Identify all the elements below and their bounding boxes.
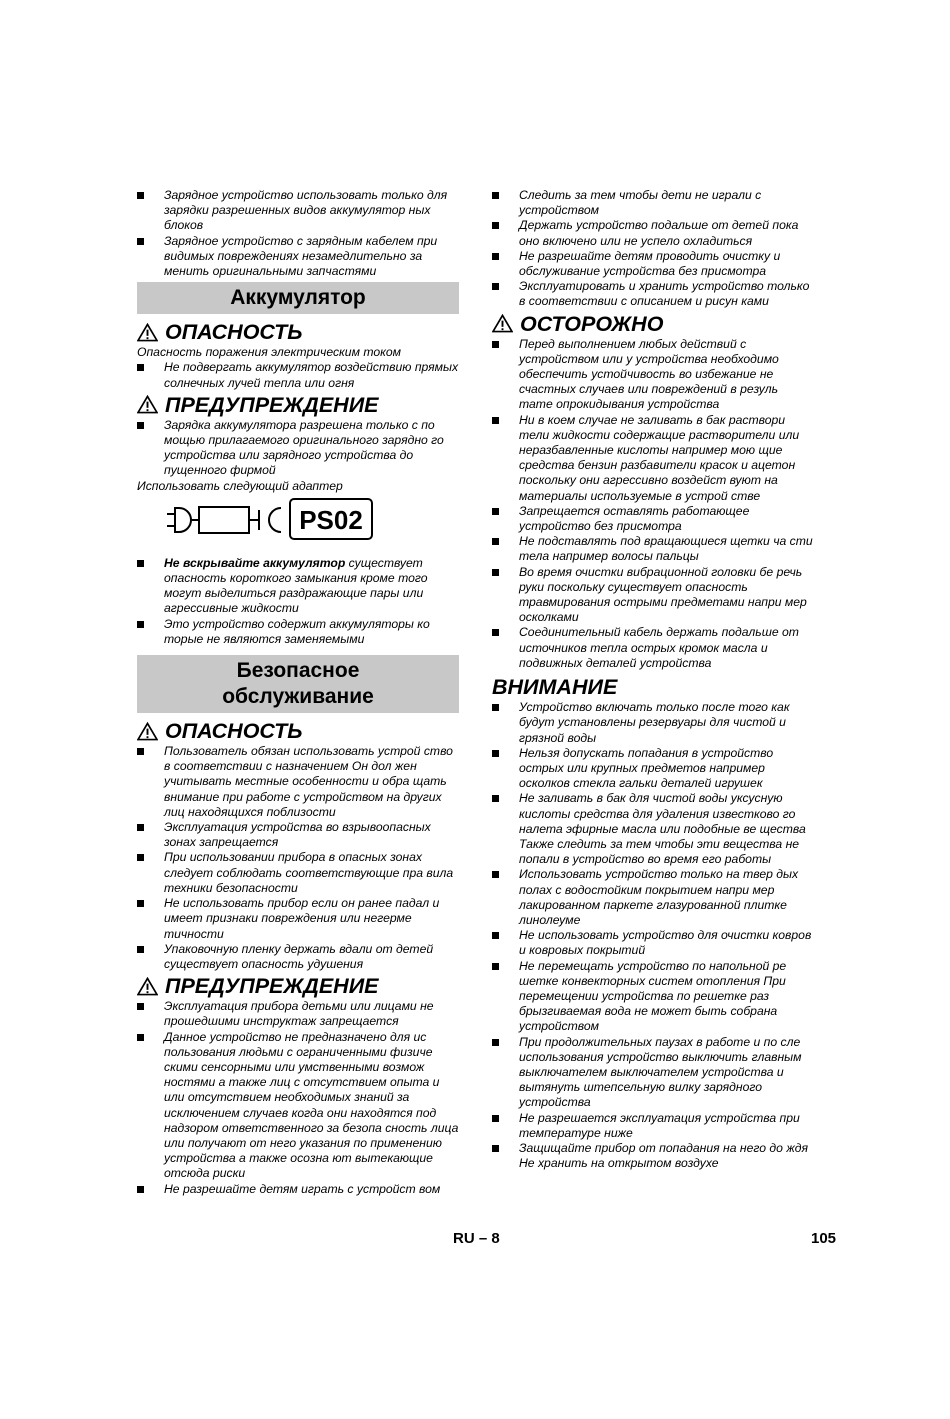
list-item: Это устройство содержит аккумуляторы ко торые не являются заменяемыми (137, 617, 459, 647)
intro-list-right (492, 188, 814, 310)
list-item: Не заливать в бак для чистой воды уксусную кислоты средства для удаления известково го налета эфирные масла или подобные ве щества Также следить за тем чтобы эти вещества не попали в устройство во время его работы (492, 791, 814, 867)
heading-line: обслуживание (222, 685, 374, 709)
list-item: Соединительный кабель держать подальше от источников тепла острых кромок масла и подвижных деталей устройства (492, 625, 814, 671)
warning-triangle-icon (137, 977, 158, 996)
warning-triangle-icon (137, 722, 158, 741)
heading-text: ПРЕДУПРЕЖДЕНИЕ (165, 392, 379, 417)
list-item: Не использовать прибор если он ранее падал и имеет признаки повреждения или негерме тичности (137, 896, 459, 942)
caution-heading (492, 312, 814, 336)
adapter-label: PS02 (299, 504, 363, 535)
list-item: Данное устройство не предназначено для ис пользования людьми с ограниченными физиче скими сенсорными или умственными возмож ностями а также лиц с отсутствием опыта и или отсутствием необходимых знаний за исключением случаев когда они находятся под надзором ответственного за безопа сность лица или получают от него указания по применению устройства а также осозна ют вытекающие отсюда риски (137, 1030, 459, 1182)
list-item: Эксплуатировать и хранить устройство только в соответствии с описанием и рисун ками (492, 279, 814, 309)
left-column (137, 188, 459, 1197)
footer-page-label: RU – 8 (453, 1230, 500, 1247)
list-item: Ни в коем случае не заливать в бак раствори тели жидкости содержащие растворители или неразбавленные кислоты например мою щие средства бензин разбавители красок и ацетон поскольку они агрессивно воздейст вуют на материалы используемые в устрой стве (492, 413, 814, 504)
section-heading-maintenance (137, 655, 459, 713)
list-item: Эксплуатация устройства во взрывоопасных зонах запрещается (137, 820, 459, 850)
caution-list (492, 337, 814, 671)
warning-heading (137, 974, 459, 998)
list-item: При использовании прибора в опасных зонах следует соблюдать соответствующие пра вила техники безопасности (137, 850, 459, 896)
list-item: Запрещается оставлять работающее устройство без присмотра (492, 504, 814, 534)
item-text: существует опасность короткого замыкания кроме того могут выделиться раздражающие пары или агрессивные жидкости (164, 555, 428, 616)
list-item: Устройство включать только после того как будут установлены резервуары для чистой и грязной воды (492, 700, 814, 746)
list-item: Эксплуатация прибора детьми или лицами не прошедшими инструктаж запрещается (137, 999, 459, 1029)
list-item: Не подставлять под вращающиеся щетки ча сти тела например волосы пальцы (492, 534, 814, 564)
list-item: Не разрешается эксплуатация устройства при температуре ниже (492, 1111, 814, 1141)
danger-list (137, 360, 459, 390)
list-item: Во время очистки вибрационной головки бе речь руки поскольку существует опасность травмирования острыми предметами напри мер осколками (492, 565, 814, 626)
warning-heading (137, 393, 459, 417)
list-item: При продолжительных паузах в работе и по сле использования устройство выключить главным выключателем выключателем устройства и вытянуть штепсельную вилку зарядного устройства (492, 1035, 814, 1111)
attention-list (492, 700, 814, 1171)
list-item: Не перемещать устройство по напольной ре шетке конвекторных систем отопления При перемещении устройства по решетке раз брызгиваемая вода не может быть собрана устройством (492, 959, 814, 1035)
section-heading-battery: Аккумулятор (137, 282, 459, 314)
danger-note: Опасность поражения электрическим током (137, 345, 402, 360)
heading-text: ПРЕДУПРЕЖДЕНИЕ (165, 974, 379, 999)
heading-text: ОПАСНОСТЬ (165, 719, 303, 744)
danger-heading (137, 719, 459, 743)
warning-triangle-icon (492, 314, 513, 333)
danger-list (137, 744, 459, 972)
warning-list (137, 418, 459, 479)
list-item: Защищайте прибор от попадания на него до ждя Не хранить на открытом воздухе (492, 1141, 814, 1171)
warning-triangle-icon (137, 395, 158, 414)
danger-heading (137, 320, 459, 344)
list-item: Держать устройство подальше от детей пока оно включено или не успело охладиться (492, 218, 814, 248)
list-item: Перед выполнением любых действий с устройством или у устройства необходимо обеспечить устойчивость во избежание не счастных случаев или повреждений в резуль тате опрокидывания устройства (492, 337, 814, 413)
list-item: Не подвергать аккумулятор воздействию прямых солнечных лучей тепла или огня (137, 360, 459, 390)
list-item: Упаковочную пленку держать вдали от детей существует опасность удушения (137, 942, 459, 972)
list-item: Пользователь обязан использовать устрой ство в соответствии с назначением Он дол жен учитывать местные особенности и обра щать внимание при работе с устройством на других лиц находящихся поблизости (137, 744, 459, 820)
list-item: Зарядное устройство с зарядным кабелем при видимых повреждениях незамедлительно за менить оригинальными запчастями (137, 234, 459, 280)
list-item: Нельзя допускать попадания в устройство острых или крупных предметов например осколков стекла гальки деталей игрушек (492, 746, 814, 792)
list-item: Не использовать устройство для очистки ковров и ковровых покрытий (492, 928, 814, 958)
warning-list (137, 999, 459, 1197)
list-item: Не разрешайте детям проводить очистку и обслуживание устройства без присмотра (492, 249, 814, 279)
warning-triangle-icon (137, 323, 158, 342)
list-item (137, 556, 459, 617)
list-item: Зарядное устройство использовать только для зарядки разрешенных видов аккумулятор ных блоков (137, 188, 459, 234)
adapter-note: Использовать следующий адаптер (137, 478, 343, 493)
adapter-diagram (137, 496, 459, 554)
list-item: Не разрешайте детям играть с устройст вом (137, 1182, 459, 1197)
heading-text: ОСТОРОЖНО (520, 311, 664, 336)
adapter-plug-icon (165, 496, 395, 548)
attention-heading: ВНИМАНИЕ (492, 675, 618, 700)
battery-list (137, 556, 459, 647)
footer-page-number: 105 (811, 1230, 837, 1247)
right-column (492, 188, 814, 1171)
list-item: Следить за тем чтобы дети не играли с устройством (492, 188, 814, 218)
intro-list-left (137, 188, 459, 279)
list-item: Использовать устройство только на твер дых полах с водостойким покрытием напри мер лакированном паркете глазурованной плитке линолеуме (492, 867, 814, 928)
bold-lead: Не вскрывайте аккумулятор (164, 555, 346, 570)
heading-text: ОПАСНОСТЬ (165, 320, 303, 345)
list-item: Зарядка аккумулятора разрешена только с по мощью прилагаемого оригинального зарядно го устройства или зарядного устройства до пущенного фирмой (137, 418, 459, 479)
heading-line: Безопасное (236, 659, 360, 683)
